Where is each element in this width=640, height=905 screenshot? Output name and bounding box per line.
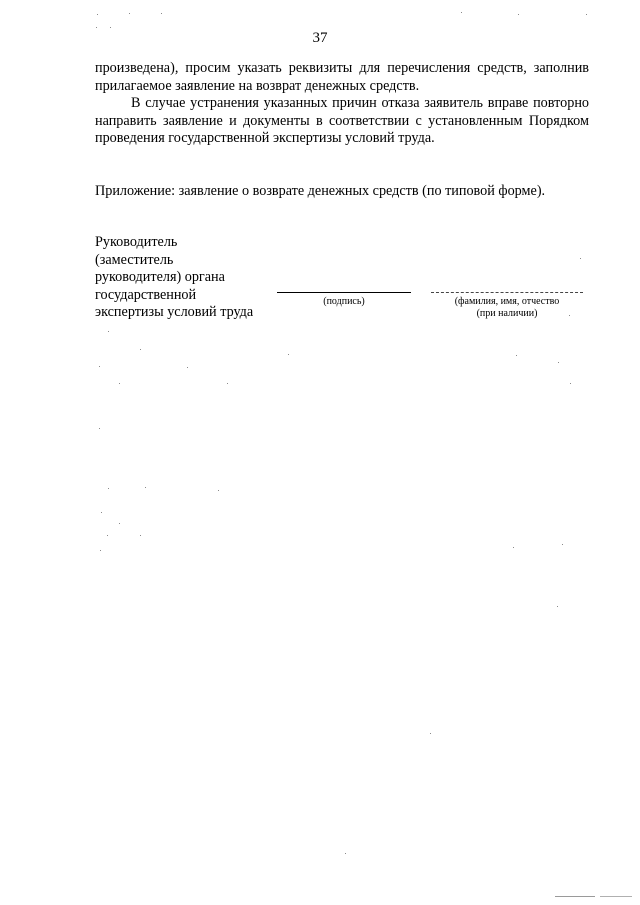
signatory-title-line: Руководитель (95, 234, 178, 250)
scan-speck (129, 13, 130, 14)
scan-speck (119, 523, 120, 524)
scan-speck (518, 14, 519, 15)
scan-speck (555, 896, 595, 897)
scan-speck (558, 362, 559, 363)
scan-speck (562, 544, 563, 545)
scan-speck (140, 535, 141, 536)
paragraph-resubmission: В случае устранения указанных причин отказа заявитель вправе повторно направить заявление и документы в соответствии с установленным Порядком проведения государственной экспертизы условий труда. (95, 95, 589, 147)
signatory-title-line: экспертизы условий труда (95, 304, 254, 321)
signatory-title (95, 234, 285, 322)
full-name-caption (431, 296, 583, 320)
scan-speck (99, 428, 100, 429)
scan-speck (580, 258, 581, 259)
scan-speck (345, 853, 346, 854)
scan-speck (557, 606, 558, 607)
scan-speck (100, 550, 101, 551)
scan-speck (107, 535, 108, 536)
paragraph-refund-request: произведена), просим указать реквизиты для перечисления средств, заполнив прилагаемое заявление на возврат денежных средств. (95, 60, 589, 94)
signature-line (277, 292, 411, 293)
scan-speck (461, 12, 462, 13)
scan-speck (586, 14, 587, 15)
scan-speck (101, 512, 102, 513)
scan-speck (108, 331, 109, 332)
full-name-line (431, 292, 583, 293)
scan-speck (218, 490, 219, 491)
scan-speck (99, 366, 100, 367)
attachment-note: Приложение: заявление о возврате денежных средств (по типовой форме). (95, 183, 546, 199)
scan-speck (227, 383, 228, 384)
full-name-caption-line: (при наличии) (476, 308, 538, 319)
scan-speck (108, 488, 109, 489)
scan-speck (513, 547, 514, 548)
scan-speck (569, 315, 570, 316)
signatory-title-line: руководителя) органа (95, 269, 225, 286)
scan-speck (600, 896, 632, 897)
scan-speck (570, 383, 571, 384)
scan-speck (97, 14, 98, 15)
page-number: 37 (312, 30, 328, 46)
scan-speck (140, 349, 141, 350)
full-name-caption-line: (фамилия, имя, отчество (454, 296, 560, 307)
signature-caption: (подпись) (323, 296, 365, 307)
scan-speck (430, 733, 431, 734)
document-body (95, 60, 589, 148)
scan-speck (288, 354, 289, 355)
scan-speck (516, 355, 517, 356)
scan-speck (119, 383, 120, 384)
scan-speck (187, 367, 188, 368)
scan-speck (145, 487, 146, 488)
scan-speck (110, 27, 111, 28)
signatory-title-line: (заместитель (95, 251, 174, 268)
scan-speck (161, 13, 162, 14)
signatory-title-line: государственной (95, 286, 197, 303)
scan-speck (96, 27, 97, 28)
